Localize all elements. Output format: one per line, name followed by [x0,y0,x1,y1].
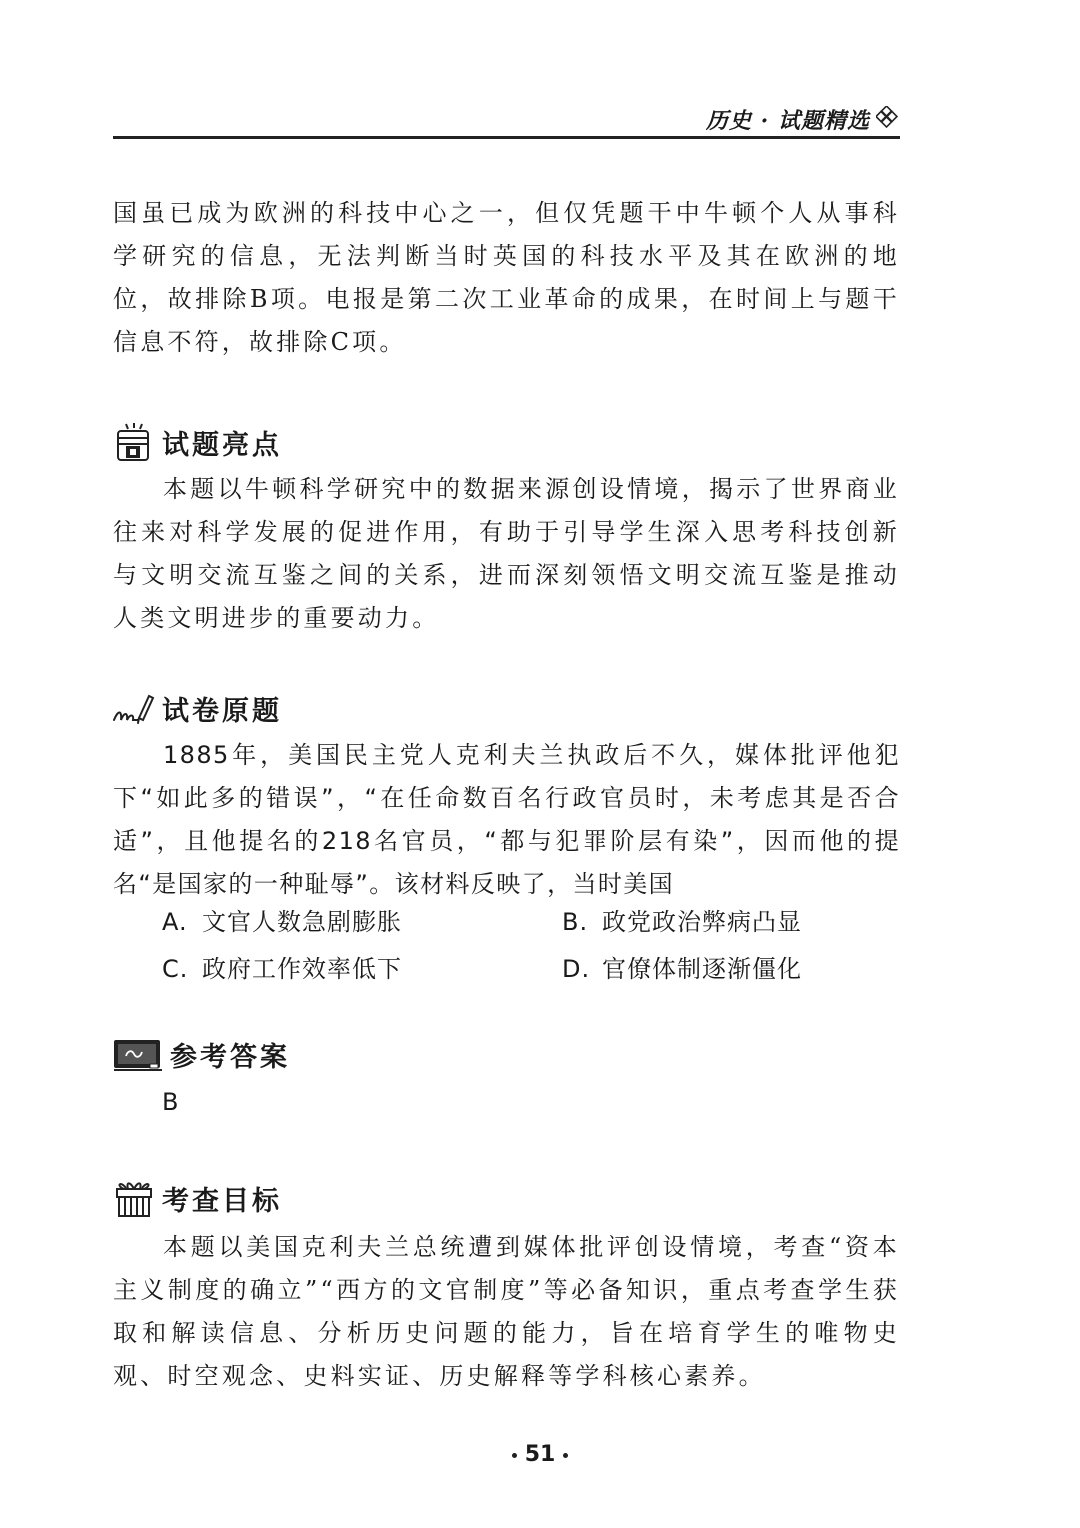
section-header-assessment-goal [112,1178,282,1218]
section-title-highlights: 试题亮点 [162,429,282,461]
running-header [113,100,900,139]
question-stem: 1885年，美国民主党人克利夫兰执政后不久，媒体批评他犯下“如此多的错误”，“在任命数百名行政官员时，未考虑其是否合适”，且他提名的218名官员，“都与犯罪阶层有染”，因而他的提名“是国家的一种耻辱”。该材料反映了，当时美国 [113,741,900,898]
option-letter: C. [162,955,189,983]
option-d [562,949,802,984]
highlights-paragraph: 本题以牛顿科学研究中的数据来源创设情境，揭示了世界商业往来对科学发展的促进作用，有助于引导学生深入思考科技创新与文明交流互鉴之间的关系，进而深刻领悟文明交流互鉴是推动人类文明进步的重要动力。 [113,475,900,632]
chalkboard-icon [112,1034,164,1074]
reference-answer-value: B [162,1088,179,1116]
option-letter: D. [562,955,591,983]
section-header-original-question [112,688,282,728]
section-header-highlights [112,422,282,462]
page-number [0,1442,1080,1467]
option-letter: B. [562,908,589,936]
running-title: 历史 · 试题精选 [706,108,870,134]
intro-paragraph: 国虽已成为欧洲的科技中心之一，但仅凭题干中牛顿个人从事科学研究的信息，无法判断当时英国的科技水平及其在欧洲的地位，故排除B项。电报是第二次工业革命的成果，在时间上与题干信息不符，故排除C项。 [113,199,900,356]
option-text: 政府工作效率低下 [202,955,402,983]
diamond-ornament-icon [876,106,900,130]
page-number-dot-left [512,1453,517,1458]
book-stack-icon [112,422,156,462]
gift-box-icon [112,1178,156,1218]
section-title-reference-answer: 参考答案 [170,1041,290,1073]
option-text: 官僚体制逐渐僵化 [602,955,802,983]
option-b [562,902,802,937]
option-text: 政党政治弊病凸显 [602,908,802,936]
assessment-goal-paragraph: 本题以美国克利夫兰总统遭到媒体批评创设情境，考查“资本主义制度的确立”“西方的文官制度”等必备知识，重点考查学生获取和解读信息、分析历史问题的能力，旨在培育学生的唯物史观、时空观念、史料实证、历史解释等学科核心素养。 [113,1233,900,1390]
page-number-value: 51 [524,1442,556,1467]
option-c [162,949,402,984]
page-number-dot-right [563,1453,568,1458]
option-letter: A. [162,908,188,936]
option-text: 文官人数急剧膨胀 [202,908,402,936]
section-title-assessment-goal: 考查目标 [162,1185,282,1217]
section-title-original-question: 试卷原题 [162,695,282,727]
section-header-reference-answer [112,1034,290,1074]
pen-signature-icon [112,688,156,728]
option-a [162,902,402,937]
